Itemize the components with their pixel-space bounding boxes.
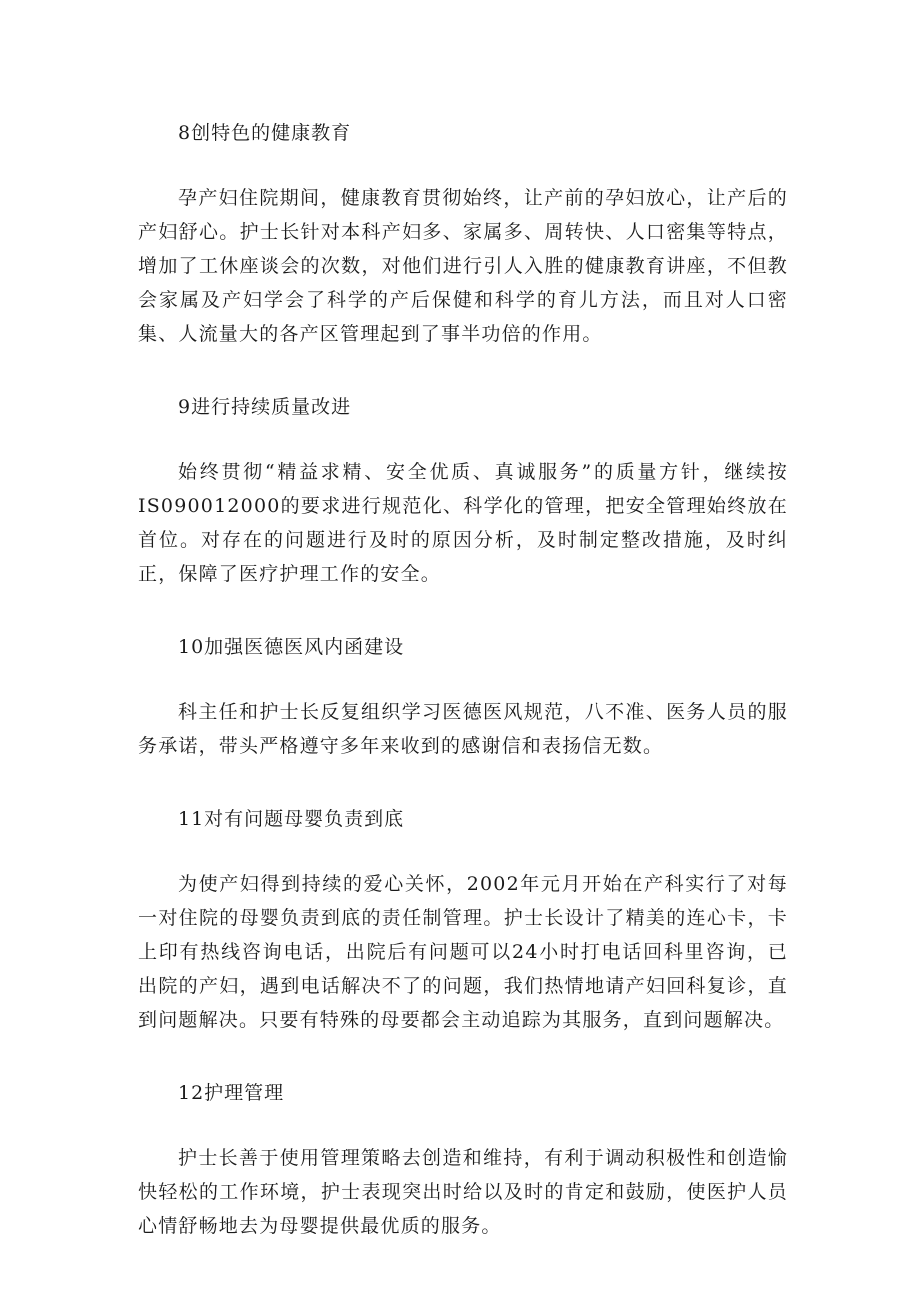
section-paragraph-8: 孕产妇住院期间，健康教育贯彻始终，让产前的孕妇放心，让产后的产妇舒心。护士长针对本科产妇多、家属多、周转快、人口密集等特点，增加了工休座谈会的次数，对他们进行引人入胜的健康教育讲座，不但教会家属及产妇学会了科学的产后保健和科学的育儿方法，而且对人口密集、人流量大的各产区管理起到了事半功倍的作用。 [138, 187, 788, 345]
section-heading-9: 9进行持续质量改进 [178, 396, 352, 418]
section-paragraph-10: 科主任和护士长反复组织学习医德医风规范，八不准、医务人员的服务承诺，带头严格遵守多年来收到的感谢信和表扬信无数。 [138, 701, 788, 757]
section-heading-12: 12护理管理 [178, 1082, 285, 1104]
section-paragraph-9: 始终贯彻“精益求精、安全优质、真诚服务”的质量方针，继续按IS090012000的要求进行规范化、科学化的管理，把安全管理始终放在首位。对存在的问题进行及时的原因分析，及时制定整改措施，及时纠正，保障了医疗护理工作的安全。 [138, 461, 788, 585]
section-heading-8: 8创特色的健康教育 [178, 122, 352, 144]
section-paragraph-11: 为使产妇得到持续的爱心关怀，2002年元月开始在产科实行了对每一对住院的母婴负责到底的责任制管理。护士长设计了精美的连心卡，卡上印有热线咨询电话，出院后有问题可以24小时打电话回科里咨询，已出院的产妇，遇到电话解决不了的问题，我们热情地请产妇回科复诊，直到问题解决。只要有特殊的母要都会主动追踪为其服务，直到问题解决。 [138, 873, 788, 1031]
section-heading-10: 10加强医德医风内函建设 [178, 636, 405, 658]
section-heading-11: 11对有问题母婴负责到底 [178, 808, 405, 830]
document-body [138, 113, 788, 1243]
section-paragraph-12: 护士长善于使用管理策略去创造和维持，有利于调动积极性和创造愉快轻松的工作环境，护士表现突出时给以及时的肯定和鼓励，使医护人员心情舒畅地去为母婴提供最优质的服务。 [138, 1147, 788, 1237]
